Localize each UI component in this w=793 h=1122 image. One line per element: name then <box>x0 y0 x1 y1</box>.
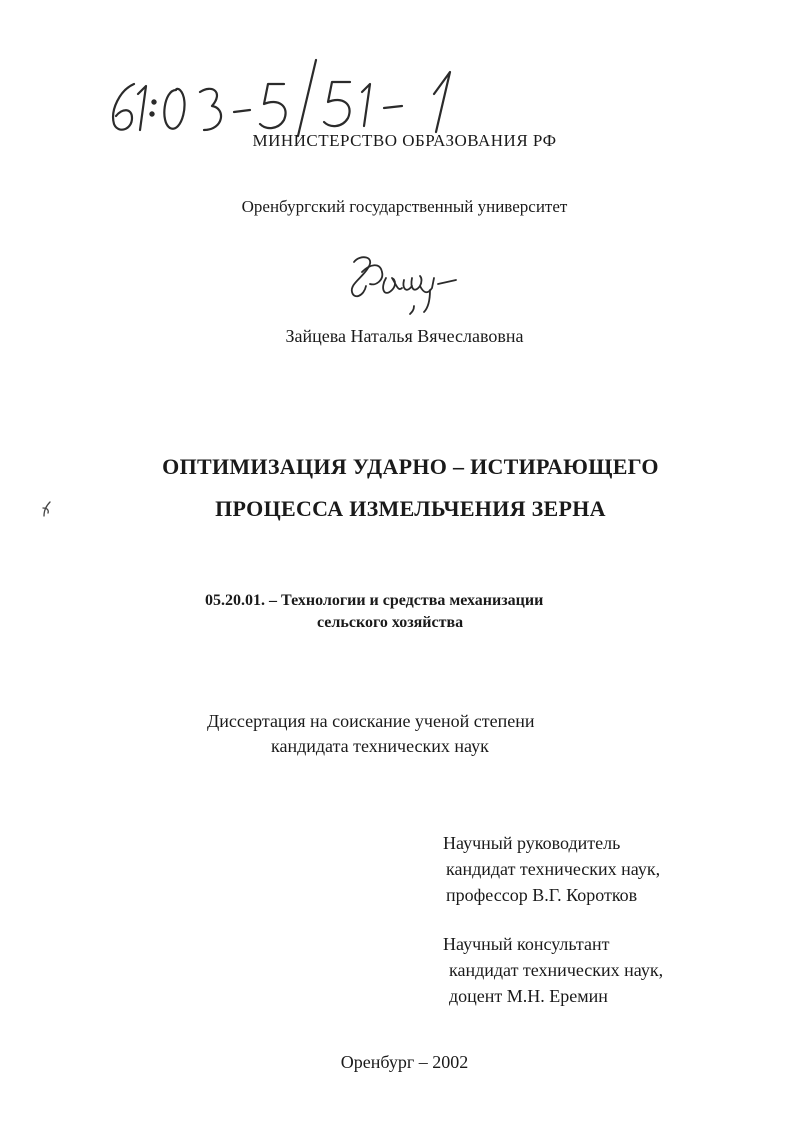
consultant-degree: кандидат технических наук, <box>449 960 664 980</box>
consultant-role: Научный консультант <box>443 934 610 954</box>
dissertation-title-line-1: ОПТИМИЗАЦИЯ УДАРНО – ИСТИРАЮЩЕГО <box>162 454 659 479</box>
specialty-code-line-2: сельского хозяйства <box>317 614 464 631</box>
author-name: Зайцева Наталья Вячеславовна <box>285 326 524 346</box>
degree-statement-line-1: Диссертация на соискание ученой степени <box>207 711 535 731</box>
archive-number-handwritten <box>100 50 520 140</box>
dissertation-title-line-2: ПРОЦЕССА ИЗМЕЛЬЧЕНИЯ ЗЕРНА <box>215 496 606 521</box>
degree-statement-line-2: кандидата технических наук <box>271 736 489 756</box>
supervisor-degree: кандидат технических наук, <box>446 859 661 879</box>
city-year: Оренбург – 2002 <box>340 1052 469 1072</box>
specialty-code-line-1: 05.20.01. – Технологии и средства механизации <box>205 592 544 609</box>
ministry-heading: МИНИСТЕРСТВО ОБРАЗОВАНИЯ РФ <box>252 131 557 150</box>
university-name: Оренбургский государственный университет <box>241 197 568 216</box>
supervisor-name: профессор В.Г. Коротков <box>446 885 638 905</box>
consultant-name: доцент М.Н. Еремин <box>449 986 608 1006</box>
supervisor-role: Научный руководитель <box>443 833 621 853</box>
author-signature <box>340 248 470 320</box>
